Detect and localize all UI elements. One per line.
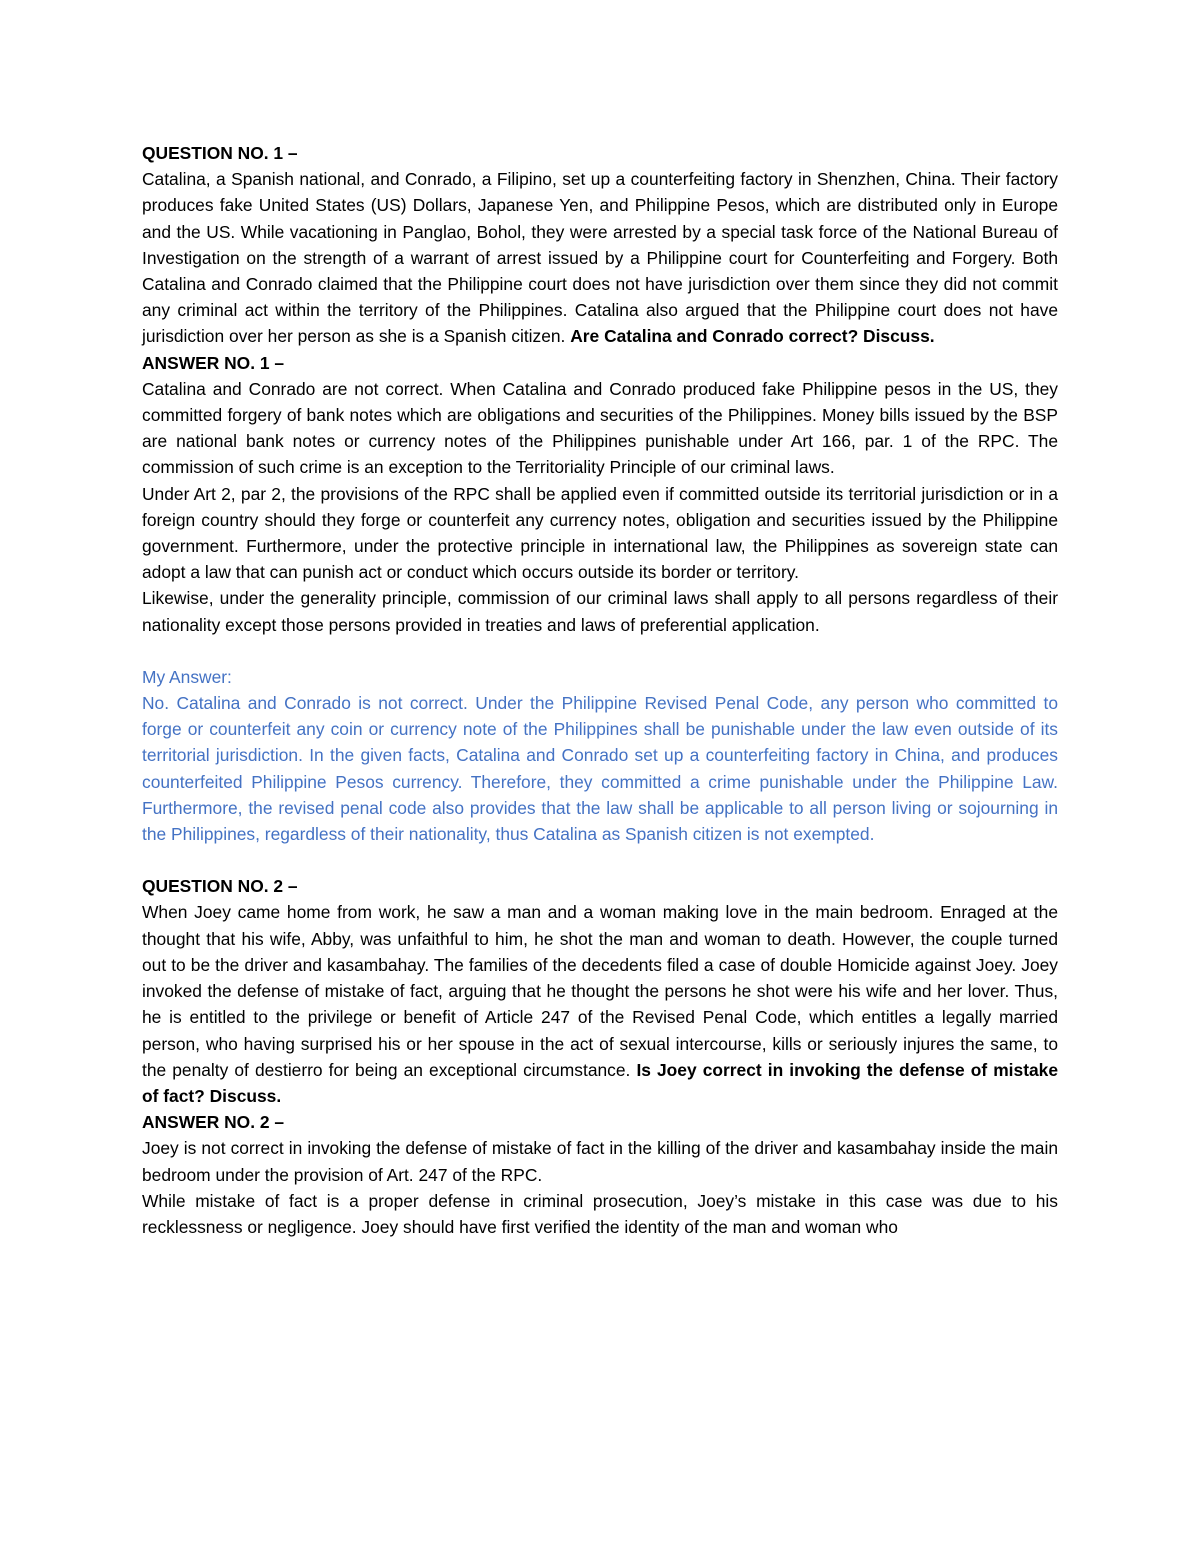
question-1-text: Catalina, a Spanish national, and Conrado, a Filipino, set up a counterfeiting factory in Shenzhen, China. Their factory produces fake United States (US) Dollars, Japanese Yen, and Philippine Pesos, which are distributed only in Europe and the US. While vacationing in Panglao, Bohol, they were arrested by a special task force of the National Bureau of Investigation on the strength of a warrant of arrest issued by a Philippine court for Counterfeiting and Forgery. Both Catalina and Conrado claimed that the Philippine court does not have jurisdiction over them since they did not commit any criminal act within the territory of the Philippines. Catalina also argued that the Philippine court does not have jurisdiction over her person as she is a Spanish citizen. — [142, 169, 1058, 347]
answer-2-paragraph-1: Joey is not correct in invoking the defense of mistake of fact in the killing of the driver and kasambahay inside the main bedroom under the provision of Art. 247 of the RPC. — [142, 1138, 1058, 1185]
question-2-text: When Joey came home from work, he saw a man and a woman making love in the main bedroom. Enraged at the thought that his wife, Abby, was unfaithful to him, he shot the man and woman to death. However, the couple turned out to be the driver and kasambahay. The families of the decedents filed a case of double Homicide against Joey. Joey invoked the defense of mistake of fact, arguing that he thought the persons he shot were his wife and her lover. Thus, he is entitled to the privilege or benefit of Article 247 of the Revised Penal Code, which entitles a legally married person, who having surprised his or her spouse in the act of sexual intercourse, kills or seriously injures the same, to the penalty of destierro for being an exceptional circumstance. — [142, 902, 1058, 1080]
question-1-prompt: Are Catalina and Conrado correct? Discuss. — [570, 326, 935, 347]
question-2-body — [142, 899, 1058, 1109]
section-spacer — [142, 638, 1058, 664]
answer-1-paragraph-1: Catalina and Conrado are not correct. When Catalina and Conrado produced fake Philippine pesos in the US, they committed forgery of bank notes which are obligations and securities of the Philippines. Money bills issued by the BSP are national bank notes or currency notes of the Philippines punishable under Art 166, par. 1 of the RPC. The commission of such crime is an exception to the Territoriality Principle of our criminal laws. — [142, 378, 1058, 478]
answer-1-paragraph-3: Likewise, under the generality principle, commission of our criminal laws shall apply to all persons regardless of their nationality except those persons provided in treaties and laws of preferential application. — [142, 588, 1058, 635]
question-2-prompt: Is Joey correct in invoking the defense of mistake of fact? Discuss. — [142, 1059, 1058, 1106]
answer-1-paragraph-2: Under Art 2, par 2, the provisions of the RPC shall be applied even if committed outside its territorial jurisdiction or in a foreign country should they forge or counterfeit any currency notes, obligation and securities issued by the Philippine government. Furthermore, under the protective principle in international law, the Philippines as sovereign state can adopt a law that can punish act or conduct which occurs outside its border or territory. — [142, 483, 1058, 583]
section-spacer — [142, 847, 1058, 873]
question-1-body — [142, 166, 1058, 349]
question-1-heading: QUESTION NO. 1 – — [142, 143, 298, 163]
my-answer-body: No. Catalina and Conrado is not correct. Under the Philippine Revised Penal Code, any person who committed to forge or counterfeit any coin or currency note of the Philippines shall be punishable under the law even outside of its territorial jurisdiction. In the given facts, Catalina and Conrado set up a counterfeiting factory in China, and produces counterfeited Philippine Pesos currency. Therefore, they committed a crime punishable under the Philippine Law. Furthermore, the revised penal code also provides that the law shall be applicable to all person living or sojourning in the Philippines, regardless of their nationality, thus Catalina as Spanish citizen is not exempted. — [142, 693, 1058, 845]
my-answer-label: My Answer: — [142, 666, 232, 687]
answer-2-heading: ANSWER NO. 2 – — [142, 1112, 285, 1133]
answer-1-heading: ANSWER NO. 1 – — [142, 352, 285, 373]
answer-2-paragraph-2: While mistake of fact is a proper defense in criminal prosecution, Joey’s mistake in this case was due to his recklessness or negligence. Joey should have first verified the identity of the man and woman who — [142, 1190, 1058, 1237]
question-2-heading: QUESTION NO. 2 – — [142, 876, 298, 897]
document-page — [142, 140, 1058, 1240]
